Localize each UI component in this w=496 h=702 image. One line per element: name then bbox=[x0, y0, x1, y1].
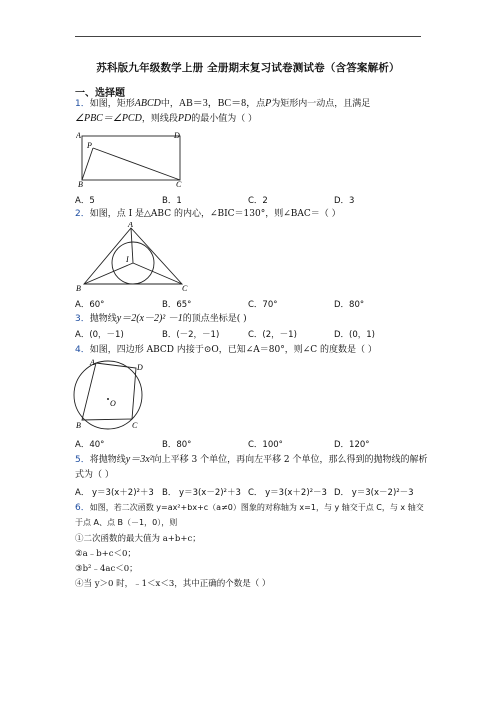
q5-option-a[interactable]: A． y＝3(x＋2)²＋3 bbox=[75, 488, 154, 498]
q3-line: 3．抛物线y＝2(x－2)² －1的顶点坐标是( ) bbox=[75, 313, 247, 324]
q4-label-b: B bbox=[76, 421, 81, 430]
q1-option-d[interactable]: D．3 bbox=[334, 196, 355, 206]
q1-option-a[interactable]: A．5 bbox=[75, 196, 95, 206]
q5-line2: 式为（ ） bbox=[75, 470, 114, 480]
q1-option-b[interactable]: B．1 bbox=[162, 196, 182, 206]
q4-option-c[interactable]: C．100° bbox=[248, 440, 283, 450]
q2-number: 2． bbox=[75, 209, 90, 219]
q6-item-2: ②a﹣b+c＜0； bbox=[75, 549, 136, 559]
q1-label-c: C bbox=[176, 180, 182, 188]
q4-number: 4． bbox=[75, 345, 90, 355]
q2-label-a: A bbox=[128, 222, 133, 229]
q2-label-i: I bbox=[126, 255, 129, 264]
q1-label-p: P bbox=[87, 141, 92, 150]
q1-line1: 1．如图，矩形ABCD中，AB＝3，BC＝8，点P为矩形内一动点，且满足 bbox=[75, 98, 371, 109]
document-title: 苏科版九年级数学上册 全册期末复习试卷测试卷（含答案解析） bbox=[96, 62, 400, 74]
q1-option-c[interactable]: C．2 bbox=[248, 196, 268, 206]
q1-conditions: AB＝3，BC＝8， bbox=[178, 98, 257, 109]
section-heading: 一、选择题 bbox=[75, 88, 125, 99]
q5-option-c[interactable]: C． y＝3(x＋2)²－3 bbox=[248, 488, 327, 498]
q6-line2: 于点 A、点 B（－1，0），则 bbox=[75, 518, 178, 527]
q2-option-c[interactable]: C．70° bbox=[248, 300, 278, 310]
q5-number: 5． bbox=[75, 455, 90, 465]
q3-option-c[interactable]: C．(2，－1) bbox=[248, 330, 297, 340]
q6-item-1: ①二次函数的最大值为 a+b+c； bbox=[75, 534, 201, 544]
q5-expression: y＝3x² bbox=[125, 454, 153, 465]
q1-angle-condition: ∠PBC＝∠PCD bbox=[75, 113, 142, 124]
q3-option-b[interactable]: B．(－2，－1) bbox=[162, 330, 220, 340]
q5-option-b[interactable]: B． y＝3(x－2)²＋3 bbox=[162, 488, 241, 498]
q2-option-d[interactable]: D．80° bbox=[334, 300, 365, 310]
q5-line1: 5．将抛物线y＝3x²向上平移 3 个单位，再向左平移 2 个单位，那么得到的抛物线的解析 bbox=[75, 454, 428, 465]
q1-label-d: D bbox=[174, 131, 180, 140]
q3-option-d[interactable]: D．(0，1) bbox=[334, 330, 375, 340]
q3-option-a[interactable]: A．(0，－1) bbox=[75, 330, 124, 340]
q4-cyclic-quad-figure bbox=[70, 356, 146, 432]
q2-incircle-figure bbox=[74, 222, 192, 292]
q2-label-c: C bbox=[182, 284, 188, 292]
q4-option-a[interactable]: A．40° bbox=[75, 440, 105, 450]
q4-label-c: C bbox=[132, 421, 138, 430]
q2-option-a[interactable]: A．60° bbox=[75, 300, 105, 310]
q1-label-a: A bbox=[76, 131, 81, 140]
q6-item-3: ③b²﹣4ac＜0； bbox=[75, 564, 138, 574]
q1-rectangle-figure bbox=[76, 130, 188, 188]
q6-number: 6． bbox=[75, 503, 90, 513]
q2-line: 2．如图，点 I 是△ABC 的内心，∠BIC＝130°，则∠BAC＝（ ） bbox=[75, 209, 341, 219]
q4-label-o: O bbox=[110, 399, 116, 408]
q3-number: 3． bbox=[75, 314, 90, 324]
q2-option-b[interactable]: B．65° bbox=[162, 300, 192, 310]
q4-line: 4．如图，四边形 ABCD 内接于⊙O，已知∠A＝80°，则∠C 的度数是（ ） bbox=[75, 345, 377, 355]
q2-label-b: B bbox=[76, 284, 81, 292]
q6-line1: 6．如图，若二次函数 y=ax²+bx+c（a≠0）图象的对称轴为 x=1，与 y 轴交于点 C，与 x 轴交 bbox=[75, 503, 424, 513]
q3-expression: y＝2(x－2)² －1 bbox=[116, 313, 183, 324]
q4-label-a: A bbox=[90, 358, 95, 367]
q4-option-d[interactable]: D．120° bbox=[334, 440, 370, 450]
q6-item-4: ④当 y＞0 时，﹣1＜x＜3，其中正确的个数是（ ） bbox=[75, 579, 271, 589]
q4-label-d: D bbox=[137, 363, 143, 372]
q5-option-d[interactable]: D． y＝3(x－2)²－3 bbox=[334, 488, 414, 498]
header-rule bbox=[75, 36, 421, 37]
q4-option-b[interactable]: B．80° bbox=[162, 440, 192, 450]
q1-line2: ∠PBC＝∠PCD，则线段PD的最小值为（ ） bbox=[75, 113, 258, 124]
q1-label-b: B bbox=[78, 180, 83, 188]
q1-number: 1． bbox=[75, 99, 90, 109]
